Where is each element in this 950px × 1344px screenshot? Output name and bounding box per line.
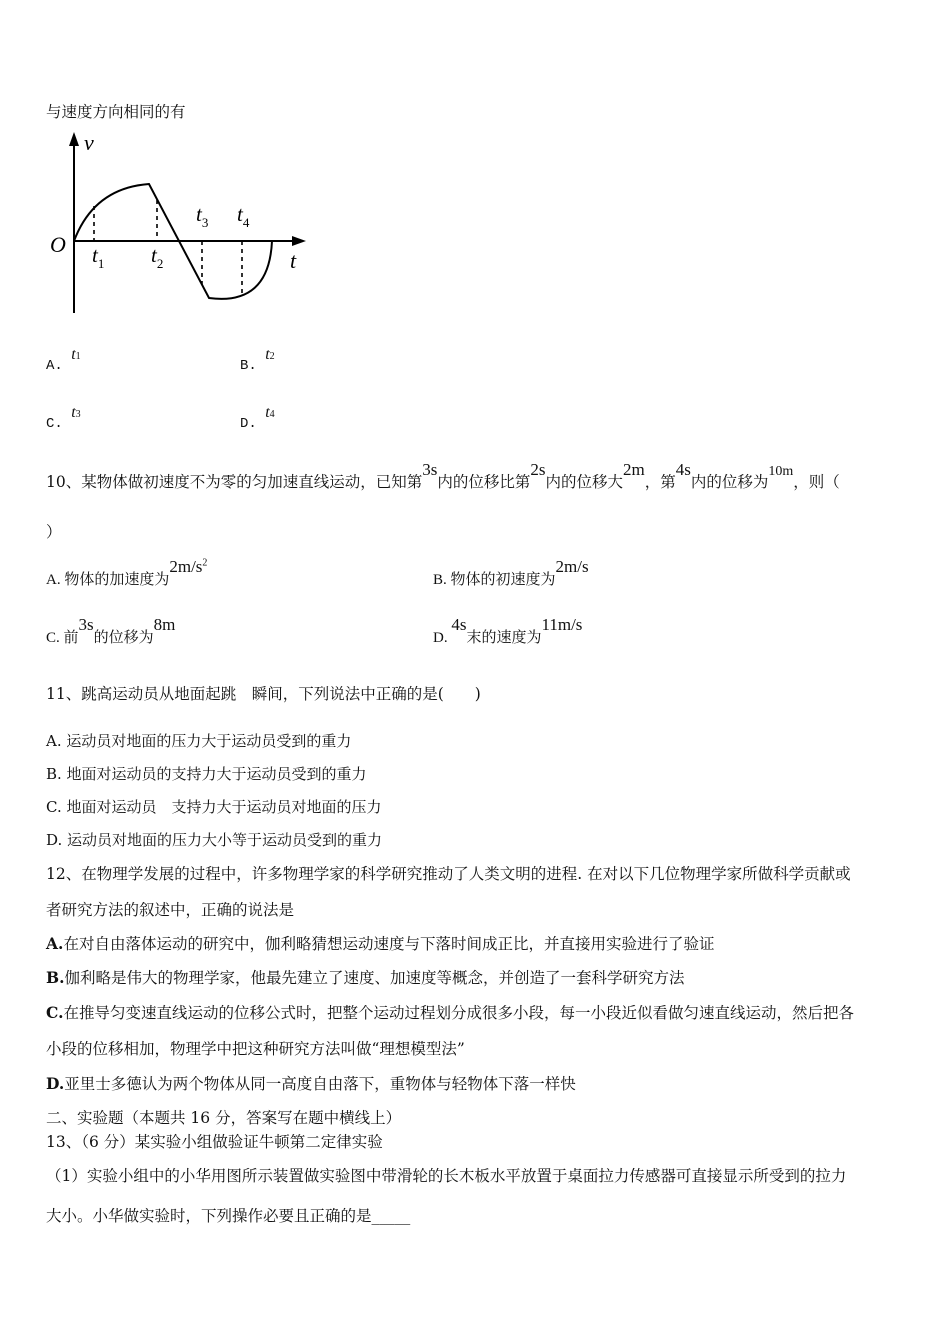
q9-option-b[interactable]: B. t2: [240, 346, 275, 374]
q12-stem-line2: 者研究方法的叙述中，正确的说法是: [46, 901, 295, 919]
q11-option-d[interactable]: D. 运动员对地面的压力大小等于运动员受到的重力: [46, 831, 383, 849]
q9-option-a[interactable]: A. t1: [46, 346, 81, 374]
section-2-heading: 二、实验题（本题共 16 分，答案写在题中横线上）: [46, 1109, 402, 1127]
q11-option-a[interactable]: A. 运动员对地面的压力大于运动员受到的重力: [46, 732, 352, 750]
q9-option-c[interactable]: C. t3: [46, 404, 81, 432]
velocity-time-graph: [44, 128, 314, 318]
q12-option-c-cont: 小段的位移相加，物理学中把这种研究方法叫做“理想模型法”: [46, 1040, 465, 1058]
tick-t3: $t_3$: [196, 202, 209, 230]
tick-t4: $t_4$: [237, 202, 250, 230]
q10-option-c[interactable]: C. 前3s的位移为8m: [46, 615, 176, 646]
q11-option-b[interactable]: B. 地面对运动员的支持力大于运动员受到的重力: [46, 765, 367, 783]
intro-line: 与速度方向相同的有: [46, 103, 186, 121]
q12-option-a[interactable]: A.在对自由落体运动的研究中，伽利略猜想运动速度与下落时间成正比，并直接用实验进行了验证: [46, 934, 715, 953]
q12-option-d[interactable]: D.亚里士多德认为两个物体从同一高度自由落下，重物体与轻物体下落一样快: [46, 1074, 576, 1093]
q12-option-c[interactable]: C.在推导匀变速直线运动的位移公式时，把整个运动过程划分成很多小段，每一小段近似看做匀速直线运动，然后把各: [46, 1003, 854, 1022]
tick-t2: $t_2$: [151, 243, 164, 271]
q13-stem: 13、（6 分）某实验小组做验证牛顿第二定律实验: [46, 1133, 383, 1151]
q10-option-d[interactable]: D. 4s末的速度为11m/s: [433, 615, 583, 646]
q12-stem-line1: 12、在物理学发展的过程中，许多物理学家的科学研究推动了人类文明的进程. 在对以下几位物理学家所做科学贡献或: [46, 865, 851, 883]
q13-part1-line1: （1）实验小组中的小华用图所示装置做实验图中带滑轮的长木板水平放置于桌面拉力传感器可直接显示所受到的拉力: [46, 1167, 847, 1185]
q9-option-d[interactable]: D. t4: [240, 404, 275, 432]
tick-t1: $t_1$: [92, 243, 105, 271]
q10-option-a[interactable]: A. 物体的加速度为$2m/s^2$: [46, 557, 208, 588]
q11-option-c[interactable]: C. 地面对运动员 支持力大于运动员对地面的压力: [46, 798, 382, 816]
q13-part1-line2: 大小。小华做实验时，下列操作必要且正确的是_____: [46, 1207, 411, 1225]
q12-option-b[interactable]: B.伽利略是伟大的物理学家，他最先建立了速度、加速度等概念，并创造了一套科学研究方法: [46, 968, 685, 987]
t-axis-label: t: [290, 248, 297, 273]
q10-stem-close: ）: [46, 523, 62, 541]
origin-label: O: [50, 232, 66, 257]
q11-stem: 11、跳高运动员从地面起跳 瞬间，下列说法中正确的是( ): [46, 685, 481, 703]
q10-stem: 10、某物体做初速度不为零的匀加速直线运动，已知第3s内的位移比第2s内的位移大2m，第4s内的位移为10m，则（: [46, 460, 840, 491]
v-axis-label: v: [84, 130, 94, 155]
q10-option-b[interactable]: B. 物体的初速度为2m/s: [433, 557, 589, 588]
